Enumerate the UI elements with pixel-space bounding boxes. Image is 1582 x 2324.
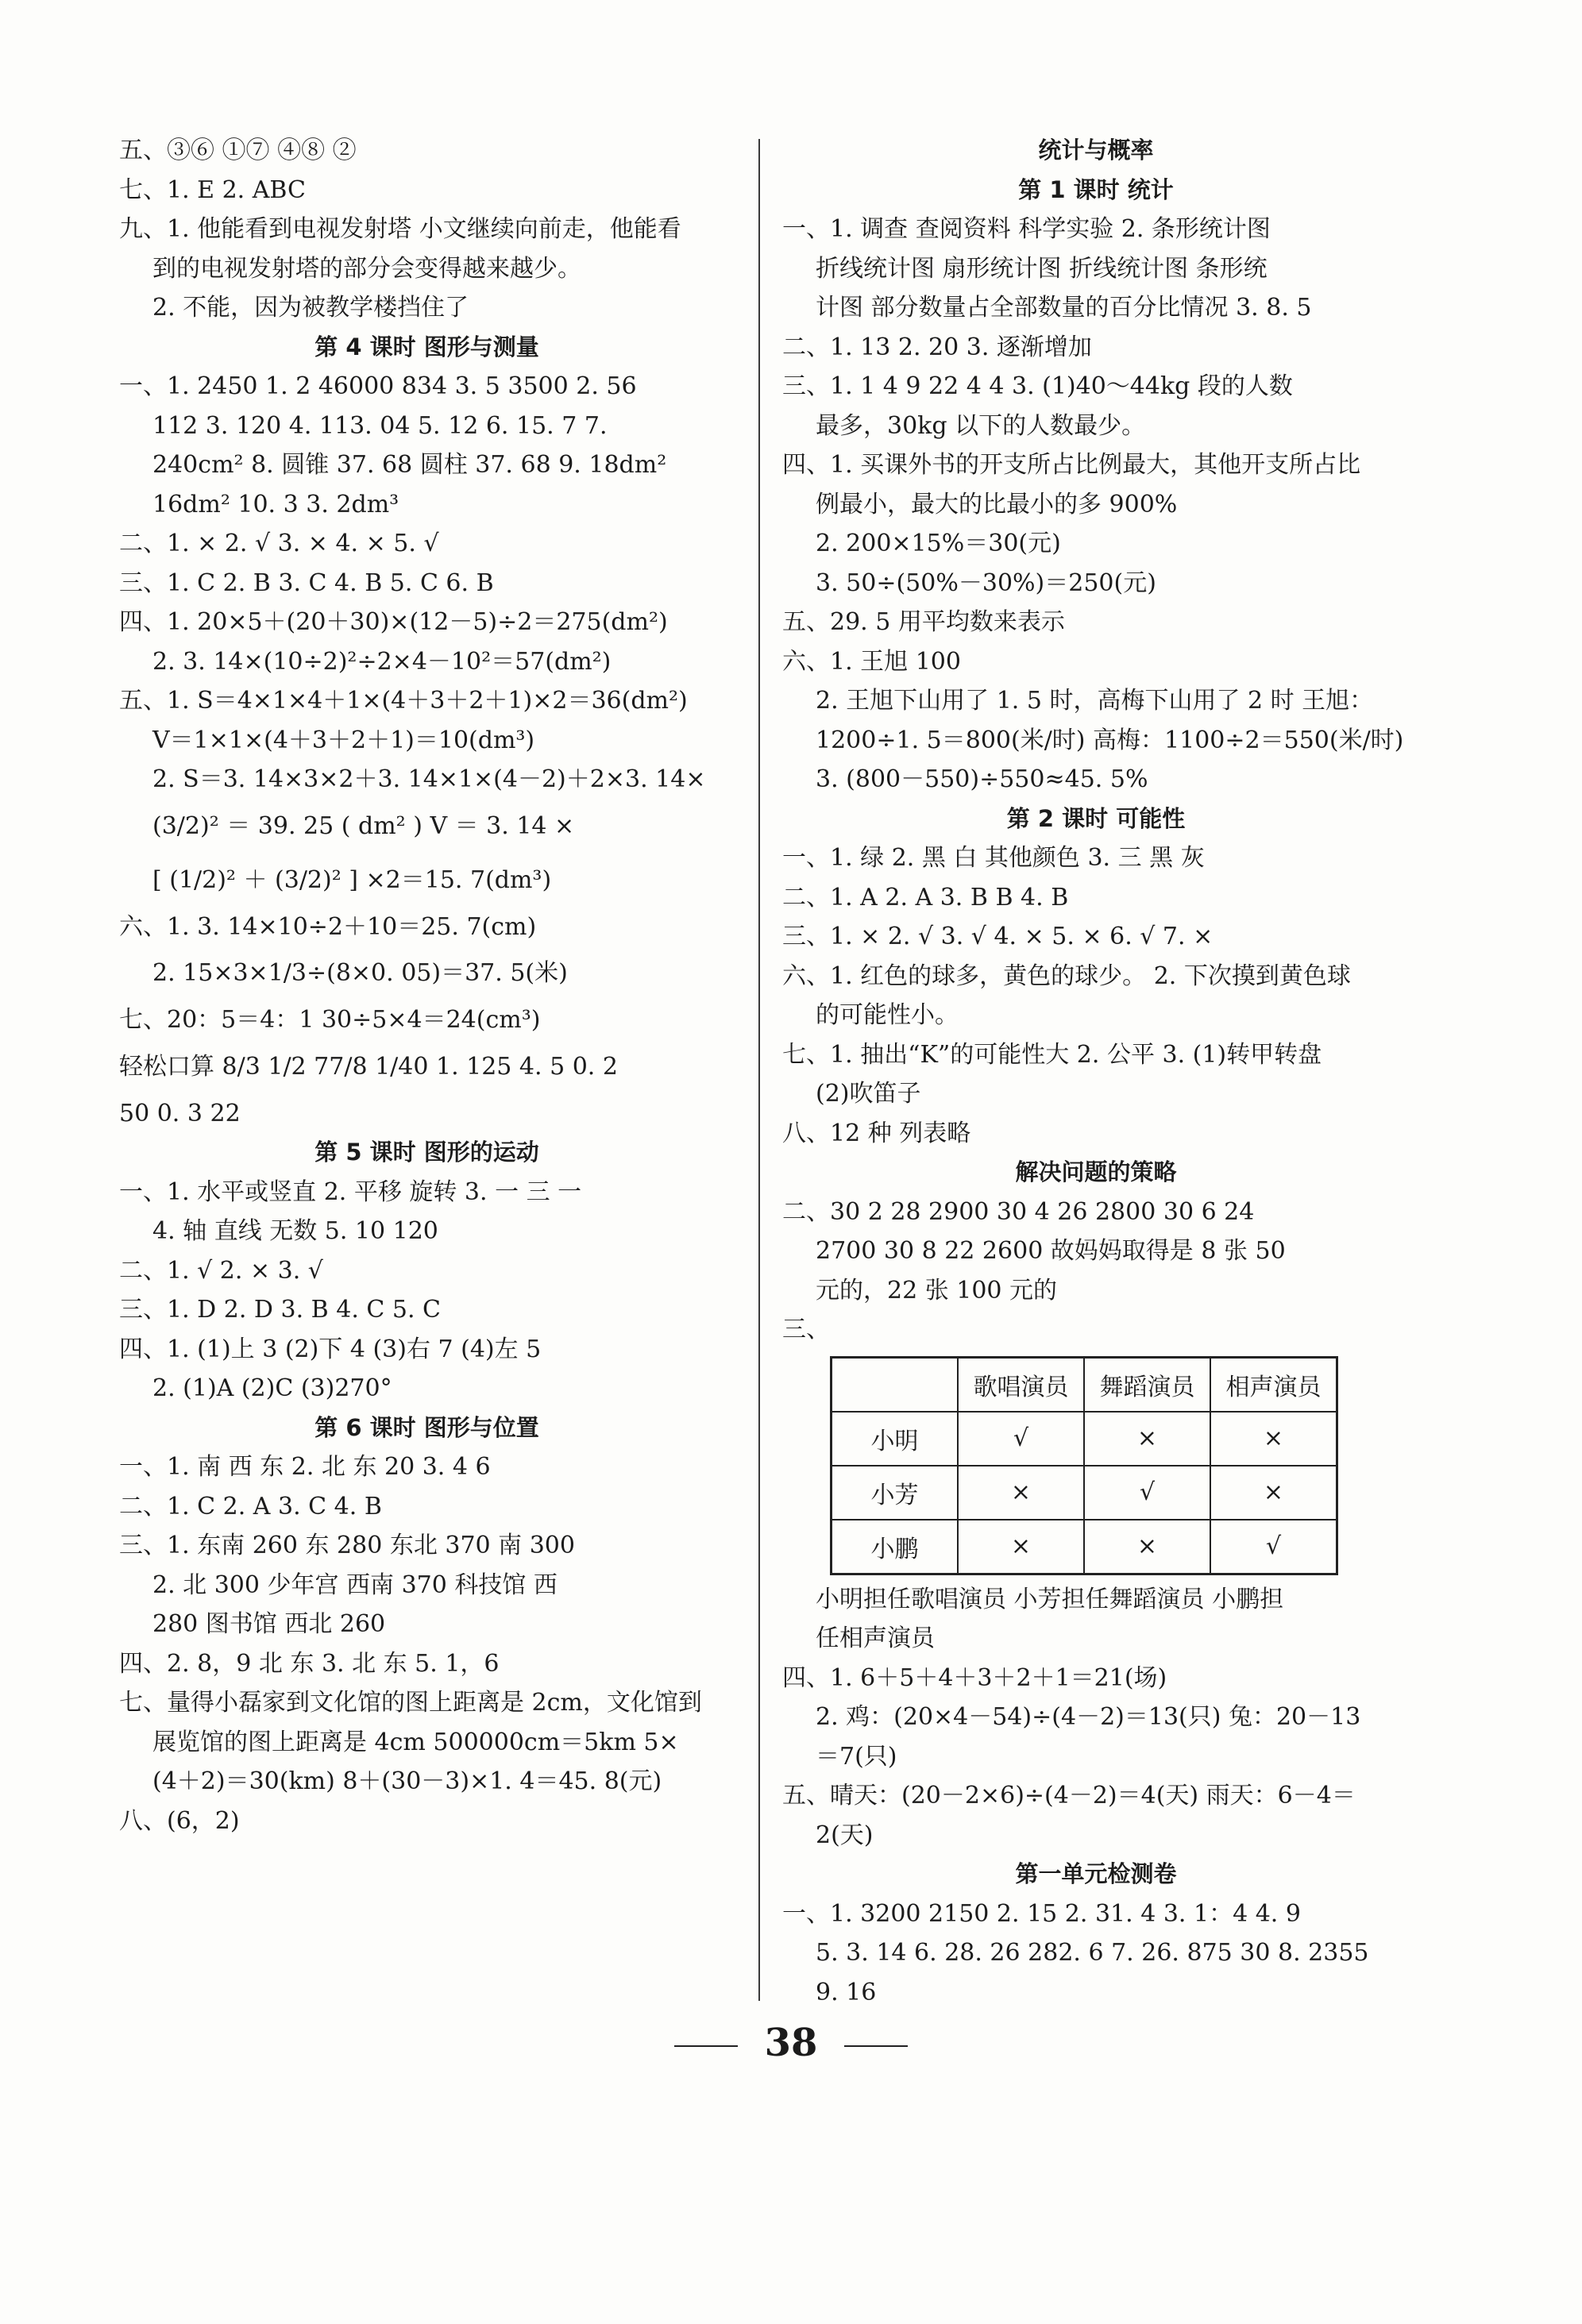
answer-line: 2. 200×15%＝30(元)	[816, 530, 1061, 557]
answer-line: 任相声演员	[816, 1624, 935, 1652]
answer-line: 四、2. 8，9 北 东 3. 北 东 5. 1，6	[119, 1649, 500, 1678]
answer-line: (3/2)² ＝ 39. 25 ( dm² ) V ＝ 3. 14 ×	[152, 811, 575, 840]
mark-cell: √	[958, 1412, 1084, 1466]
answer-line: 例最小，最大的比最小的多 900%	[816, 490, 1178, 518]
mark-cell: √	[1084, 1466, 1210, 1520]
table-row	[832, 1412, 1337, 1466]
answer-line: 计图 部分数量占全部数量的百分比情况 3. 8. 5	[816, 294, 1312, 322]
answer-line: 二、1. 13 2. 20 3. 逐渐增加	[782, 333, 1092, 361]
answer-line: 五、③⑥ ①⑦ ④⑧ ②	[119, 137, 357, 164]
answer-line: 三、1. × 2. √ 3. √ 4. × 5. × 6. √ 7. ×	[782, 923, 1214, 950]
answer-line: (4＋2)＝30(km) 8＋(30－3)×1. 4＝45. 8(元)	[152, 1767, 662, 1795]
answer-line: 1200÷1. 5＝800(米/时) 高梅：1100÷2＝550(米/时)	[816, 726, 1404, 754]
answer-line: 三、1. 1 4 9 22 4 4 3. (1)40～44kg 段的人数	[782, 372, 1293, 400]
answer-line: 九、1. 他能看到电视发射塔 小文继续向前走，他能看	[119, 215, 681, 243]
right-top-lines	[782, 131, 1410, 1350]
answer-line: 280 图书馆 西北 260	[152, 1610, 386, 1638]
performer-table-wrap	[830, 1356, 1410, 1575]
answer-line: 三、1. C 2. B 3. C 4. B 5. C 6. B	[119, 568, 494, 597]
answer-line: 2(天)	[816, 1821, 874, 1849]
answer-line: 四、1. 买课外书的开支所占比例最大，其他开支所占比	[782, 451, 1361, 479]
answer-line: 一、1. 绿 2. 黑 白 其他颜色 3. 三 黑 灰	[782, 844, 1205, 872]
page-number-footer	[0, 2021, 1582, 2065]
answer-line: 七、量得小磊家到文化馆的图上距离是 2cm，文化馆到	[119, 1689, 702, 1717]
answer-line: 50 0. 3 22	[119, 1099, 241, 1127]
dash-right	[844, 2045, 908, 2047]
mark-cell: ×	[1084, 1412, 1210, 1466]
section-heading: 第 5 课时 图形的运动	[314, 1139, 539, 1166]
table-row	[832, 1520, 1337, 1574]
answer-line: 3. 50÷(50%－30%)＝250(元)	[816, 568, 1156, 597]
answer-line: 五、晴天：(20－2×6)÷(4－2)＝4(天) 雨天：6－4＝	[782, 1782, 1356, 1809]
answer-line: 16dm² 10. 3 3. 2dm³	[152, 490, 399, 518]
page-number: 38	[764, 2021, 818, 2065]
section-heading: 解决问题的策略	[1015, 1158, 1177, 1185]
answer-line: 二、1. A 2. A 3. B B 4. B	[782, 883, 1069, 911]
mark-cell: ×	[958, 1466, 1084, 1520]
answer-line: 112 3. 120 4. 113. 04 5. 12 6. 15. 7 7.	[152, 411, 608, 440]
table-body	[832, 1412, 1337, 1574]
answer-line: 六、1. 3. 14×10÷2＋10＝25. 7(cm)	[119, 912, 537, 941]
table-header-cell: 相声演员	[1210, 1357, 1337, 1412]
answer-line: 到的电视发射塔的部分会变得越来越少。	[152, 254, 581, 283]
answer-line: 2. (1)A (2)C (3)270°	[152, 1374, 392, 1402]
answer-line: 八、(6，2)	[119, 1806, 240, 1835]
answer-line: 最多，30kg 以下的人数最少。	[816, 411, 1146, 440]
answer-line: 展览馆的图上距离是 4cm 500000cm＝5km 5×	[152, 1728, 679, 1756]
answer-line: 三、1. D 2. D 3. B 4. C 5. C	[119, 1296, 441, 1324]
answer-line: 三、1. 东南 260 东 280 东北 370 南 300	[119, 1532, 575, 1559]
table-header-row	[832, 1357, 1337, 1412]
answer-line: 轻松口算 8/3 1/2 77/8 1/40 1. 125 4. 5 0. 2	[119, 1052, 618, 1081]
mark-cell: ×	[1084, 1520, 1210, 1574]
answer-line: 七、1. 抽出“K”的可能性大 2. 公平 3. (1)转甲转盘	[782, 1040, 1322, 1069]
answer-line: 的可能性小。	[816, 1001, 959, 1029]
answer-line: 四、1. 20×5＋(20＋30)×(12－5)÷2＝275(dm²)	[119, 608, 668, 636]
answer-line: 240cm² 8. 圆锥 37. 68 圆柱 37. 68 9. 18dm²	[152, 451, 667, 479]
answer-line: 3. (800－550)÷550≈45. 5%	[816, 765, 1148, 793]
table-row	[832, 1466, 1337, 1520]
answer-line: V＝1×1×(4＋3＋2＋1)＝10(dm³)	[152, 726, 535, 754]
answer-line: 2. 王旭下山用了 1. 5 时，高梅下山用了 2 时 王旭：	[816, 687, 1374, 715]
dash-left	[674, 2045, 738, 2047]
table-header-cell: 歌唱演员	[958, 1357, 1084, 1412]
answer-line: 2. 3. 14×(10÷2)²÷2×4－10²＝57(dm²)	[152, 647, 612, 676]
answer-line: ＝7(只)	[816, 1742, 897, 1771]
mark-cell: √	[1210, 1520, 1337, 1574]
answer-line: 2. S＝3. 14×3×2＋3. 14×1×(4－2)＋2×3. 14×	[152, 765, 706, 793]
answer-line: 二、1. √ 2. × 3. √	[119, 1256, 323, 1285]
answer-line: 2. 不能，因为被教学楼挡住了	[152, 294, 469, 322]
answer-line: 2700 30 8 22 2600 故妈妈取得是 8 张 50	[816, 1237, 1286, 1265]
table-header-cell: 舞蹈演员	[1084, 1357, 1210, 1412]
section-heading: 第 6 课时 图形与位置	[314, 1413, 539, 1441]
answer-line: 一、1. 水平或竖直 2. 平移 旋转 3. 一 三 一	[119, 1177, 582, 1206]
answer-line: 三、	[782, 1316, 830, 1343]
answer-line: (2)吹笛子	[816, 1080, 921, 1108]
mark-cell: ×	[1210, 1412, 1337, 1466]
answer-line: 六、1. 王旭 100	[782, 647, 961, 676]
right-column	[782, 131, 1410, 2012]
answer-line: 2. 北 300 少年宫 西南 370 科技馆 西	[152, 1571, 558, 1599]
answer-line: 二、1. C 2. A 3. C 4. B	[119, 1492, 382, 1520]
section-heading: 第 2 课时 可能性	[1006, 804, 1186, 832]
section-heading: 第 4 课时 图形与测量	[314, 333, 539, 360]
answer-line: 四、1. (1)上 3 (2)下 4 (3)右 7 (4)左 5	[119, 1335, 542, 1363]
table-header-cell	[832, 1357, 959, 1412]
answer-line: 2. 15×3×1/3÷(8×0. 05)＝37. 5(米)	[152, 959, 568, 987]
mark-cell: ×	[958, 1520, 1084, 1574]
answer-line: 折线统计图 扇形统计图 折线统计图 条形统	[816, 254, 1268, 283]
row-label-cell: 小鹏	[832, 1520, 959, 1574]
row-label-cell: 小芳	[832, 1466, 959, 1520]
answer-line: 2. 鸡：(20×4－54)÷(4－2)＝13(只) 兔：20－13	[816, 1703, 1361, 1731]
answer-line: 六、1. 红色的球多，黄色的球少。 2. 下次摸到黄色球	[782, 962, 1351, 990]
answer-line: 七、1. E 2. ABC	[119, 175, 306, 204]
right-bottom-lines	[782, 1580, 1410, 2013]
column-divider	[758, 139, 760, 2001]
answer-line: [ (1/2)² ＋ (3/2)² ] ×2＝15. 7(dm³)	[152, 865, 552, 894]
answer-line: 五、29. 5 用平均数来表示	[782, 608, 1065, 636]
answer-line: 一、1. 调查 查阅资料 科学实验 2. 条形统计图	[782, 215, 1271, 243]
answer-line: 一、1. 3200 2150 2. 15 2. 31. 4 3. 1：4 4. 9	[782, 1899, 1301, 1928]
mark-cell: ×	[1210, 1466, 1337, 1520]
answer-line: 二、1. × 2. √ 3. × 4. × 5. √	[119, 530, 439, 557]
section-heading: 统计与概率	[1038, 137, 1154, 164]
answer-line: 小明担任歌唱演员 小芳担任舞蹈演员 小鹏担	[816, 1585, 1284, 1613]
left-column	[119, 131, 735, 1840]
answer-line: 八、12 种 列表略	[782, 1119, 971, 1147]
answer-line: 元的，22 张 100 元的	[816, 1276, 1058, 1305]
section-heading: 第一单元检测卷	[1015, 1860, 1177, 1887]
answer-line: 5. 3. 14 6. 28. 26 282. 6 7. 26. 875 30 8. 2355	[816, 1939, 1369, 1967]
answer-line: 4. 轴 直线 无数 5. 10 120	[152, 1217, 438, 1245]
answer-line: 一、1. 2450 1. 2 46000 834 3. 5 3500 2. 56	[119, 372, 637, 400]
answer-line: 9. 16	[816, 1978, 877, 2006]
answer-line: 二、30 2 28 2900 30 4 26 2800 30 6 24	[782, 1197, 1255, 1226]
answer-line: 一、1. 南 西 东 2. 北 东 20 3. 4 6	[119, 1453, 491, 1481]
section-heading: 第 1 课时 统计	[1018, 175, 1174, 203]
performer-table	[830, 1356, 1338, 1575]
answer-line: 四、1. 6＋5＋4＋3＋2＋1＝21(场)	[782, 1663, 1167, 1692]
row-label-cell: 小明	[832, 1412, 959, 1466]
answer-line: 七、20：5＝4：1 30÷5×4＝24(cm³)	[119, 1006, 541, 1034]
answer-line: 五、1. S＝4×1×4＋1×(4＋3＋2＋1)×2＝36(dm²)	[119, 687, 688, 715]
